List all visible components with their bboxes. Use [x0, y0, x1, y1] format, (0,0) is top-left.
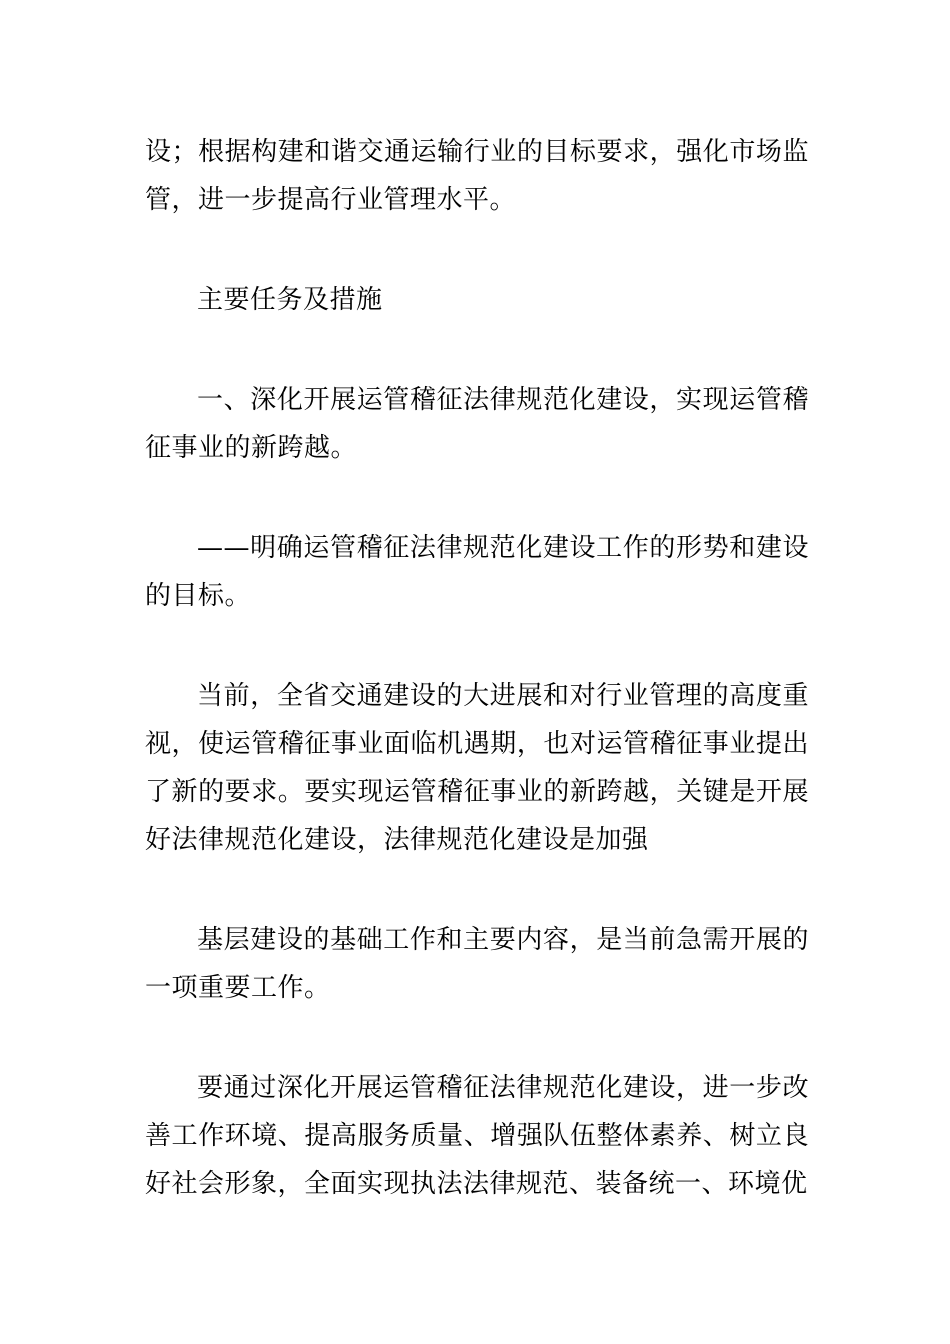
- document-body: [145, 128, 809, 1260]
- paragraph: 基层建设的基础工作和主要内容，是当前急需开展的一项重要工作。: [145, 925, 809, 1003]
- paragraph: 当前，全省交通建设的大进展和对行业管理的高度重视，使运管稽征事业面临机遇期，也对运管稽征事业提出了新的要求。要实现运管稽征事业的新跨越，关键是开展好法律规范化建设，法律规范化建设是加强: [145, 681, 809, 855]
- paragraph: 要通过深化开展运管稽征法律规范化建设，进一步改善工作环境、提高服务质量、增强队伍整体素养、树立良好社会形象，全面实现执法法律规范、装备统一、环境优: [145, 1073, 809, 1199]
- paragraph: ——明确运管稽征法律规范化建设工作的形势和建设的目标。: [145, 533, 809, 611]
- paragraph-continuation: 设；根据构建和谐交通运输行业的目标要求，强化市场监管，进一步提高行业管理水平。: [145, 137, 809, 215]
- subsection-heading: 一、深化开展运管稽征法律规范化建设，实现运管稽征事业的新跨越。: [145, 385, 809, 463]
- section-heading: 主要任务及措施: [197, 285, 383, 315]
